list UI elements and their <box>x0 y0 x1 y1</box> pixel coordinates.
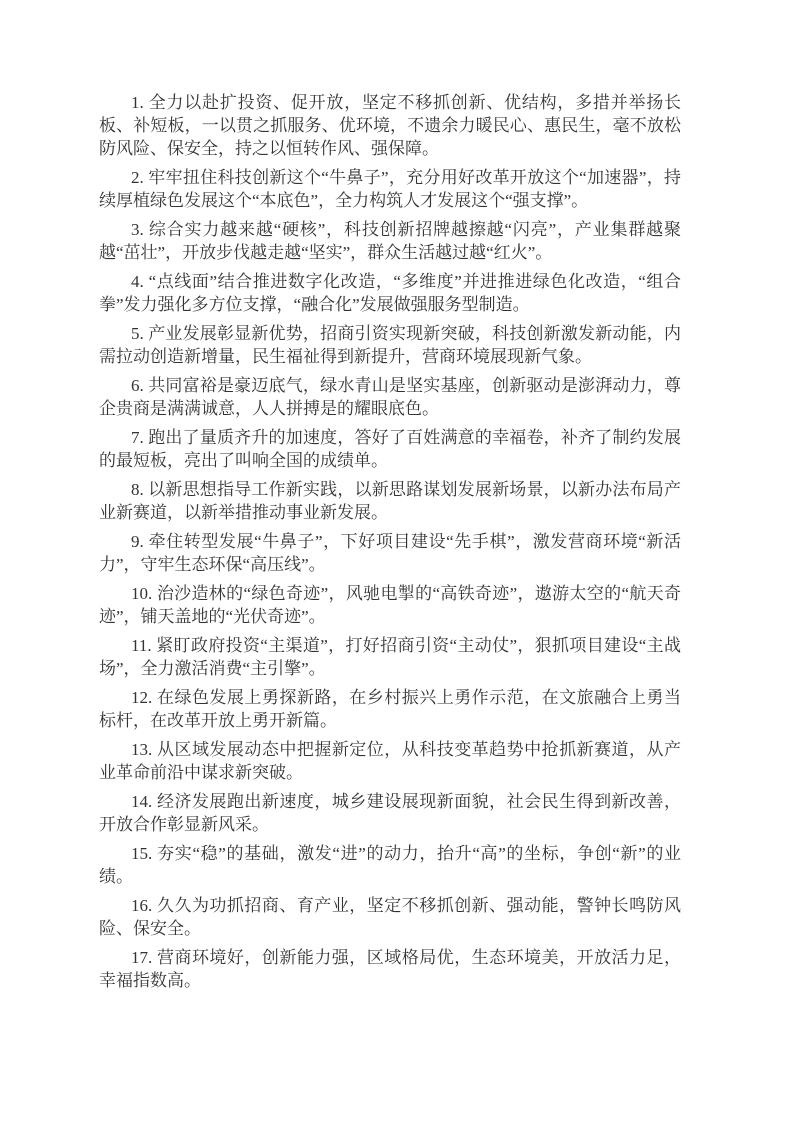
paragraph-10: 10. 治沙造林的“绿色奇迹”，风驰电掣的“高铁奇迹”，遨游太空的“航天奇迹”，铺天盖地的“光伏奇迹”。 <box>99 584 681 626</box>
paragraph-16: 16. 久久为功抓招商、育产业，坚定不移抓创新、强动能，警钟长鸣防风险、保安全。 <box>99 896 681 938</box>
paragraph-4: 4. “点线面”结合推进数字化改造，“多维度”并进推进绿色化改造，“组合拳”发力强化多方位支撑，“融合化”发展做强服务型制造。 <box>99 272 681 314</box>
paragraph-2: 2. 牢牢扭住科技创新这个“牛鼻子”，充分用好改革开放这个“加速器”，持续厚植绿色发展这个“本底色”，全力构筑人才发展这个“强支撑”。 <box>99 168 681 210</box>
paragraph-15: 15. 夯实“稳”的基础，激发“进”的动力，抬升“高”的坐标，争创“新”的业绩。 <box>99 844 681 886</box>
paragraph-12: 12. 在绿色发展上勇探新路，在乡村振兴上勇作示范，在文旅融合上勇当标杆，在改革开放上勇开新篇。 <box>99 688 681 730</box>
paragraph-9: 9. 牵住转型发展“牛鼻子”，下好项目建设“先手棋”，激发营商环境“新活力”，守牢生态环保“高压线”。 <box>99 532 681 574</box>
paragraph-3: 3. 综合实力越来越“硬核”，科技创新招牌越擦越“闪亮”，产业集群越聚越“茁壮”，开放步伐越走越“坚实”，群众生活越过越“红火”。 <box>99 220 681 262</box>
paragraph-5: 5. 产业发展彰显新优势，招商引资实现新突破，科技创新激发新动能，内需拉动创造新增量，民生福祉得到新提升，营商环境展现新气象。 <box>99 324 681 366</box>
paragraph-8: 8. 以新思想指导工作新实践，以新思路谋划发展新场景，以新办法布局产业新赛道，以新举措推动事业新发展。 <box>99 480 681 522</box>
paragraph-13: 13. 从区域发展动态中把握新定位，从科技变革趋势中抢抓新赛道，从产业革命前沿中谋求新突破。 <box>99 740 681 782</box>
paragraph-7: 7. 跑出了量质齐升的加速度，答好了百姓满意的幸福卷，补齐了制约发展的最短板，亮出了叫响全国的成绩单。 <box>99 428 681 470</box>
paragraph-14: 14. 经济发展跑出新速度，城乡建设展现新面貌，社会民生得到新改善，开放合作彰显新风采。 <box>99 792 681 834</box>
paragraph-17: 17. 营商环境好，创新能力强，区域格局优，生态环境美，开放活力足，幸福指数高。 <box>99 948 681 990</box>
paragraph-11: 11. 紧盯政府投资“主渠道”，打好招商引资“主动仗”，狠抓项目建设“主战场”，全力激活消费“主引擎”。 <box>99 636 681 678</box>
paragraph-1: 1. 全力以赴扩投资、促开放，坚定不移抓创新、优结构，多措并举扬长板、补短板，一以贯之抓服务、优环境，不遗余力暖民心、惠民生，毫不放松防风险、保安全，持之以恒转作风、强保障。 <box>99 93 681 158</box>
paragraph-6: 6. 共同富裕是豪迈底气，绿水青山是坚实基座，创新驱动是澎湃动力，尊企贵商是满满诚意，人人拼搏是的耀眼底色。 <box>99 376 681 418</box>
